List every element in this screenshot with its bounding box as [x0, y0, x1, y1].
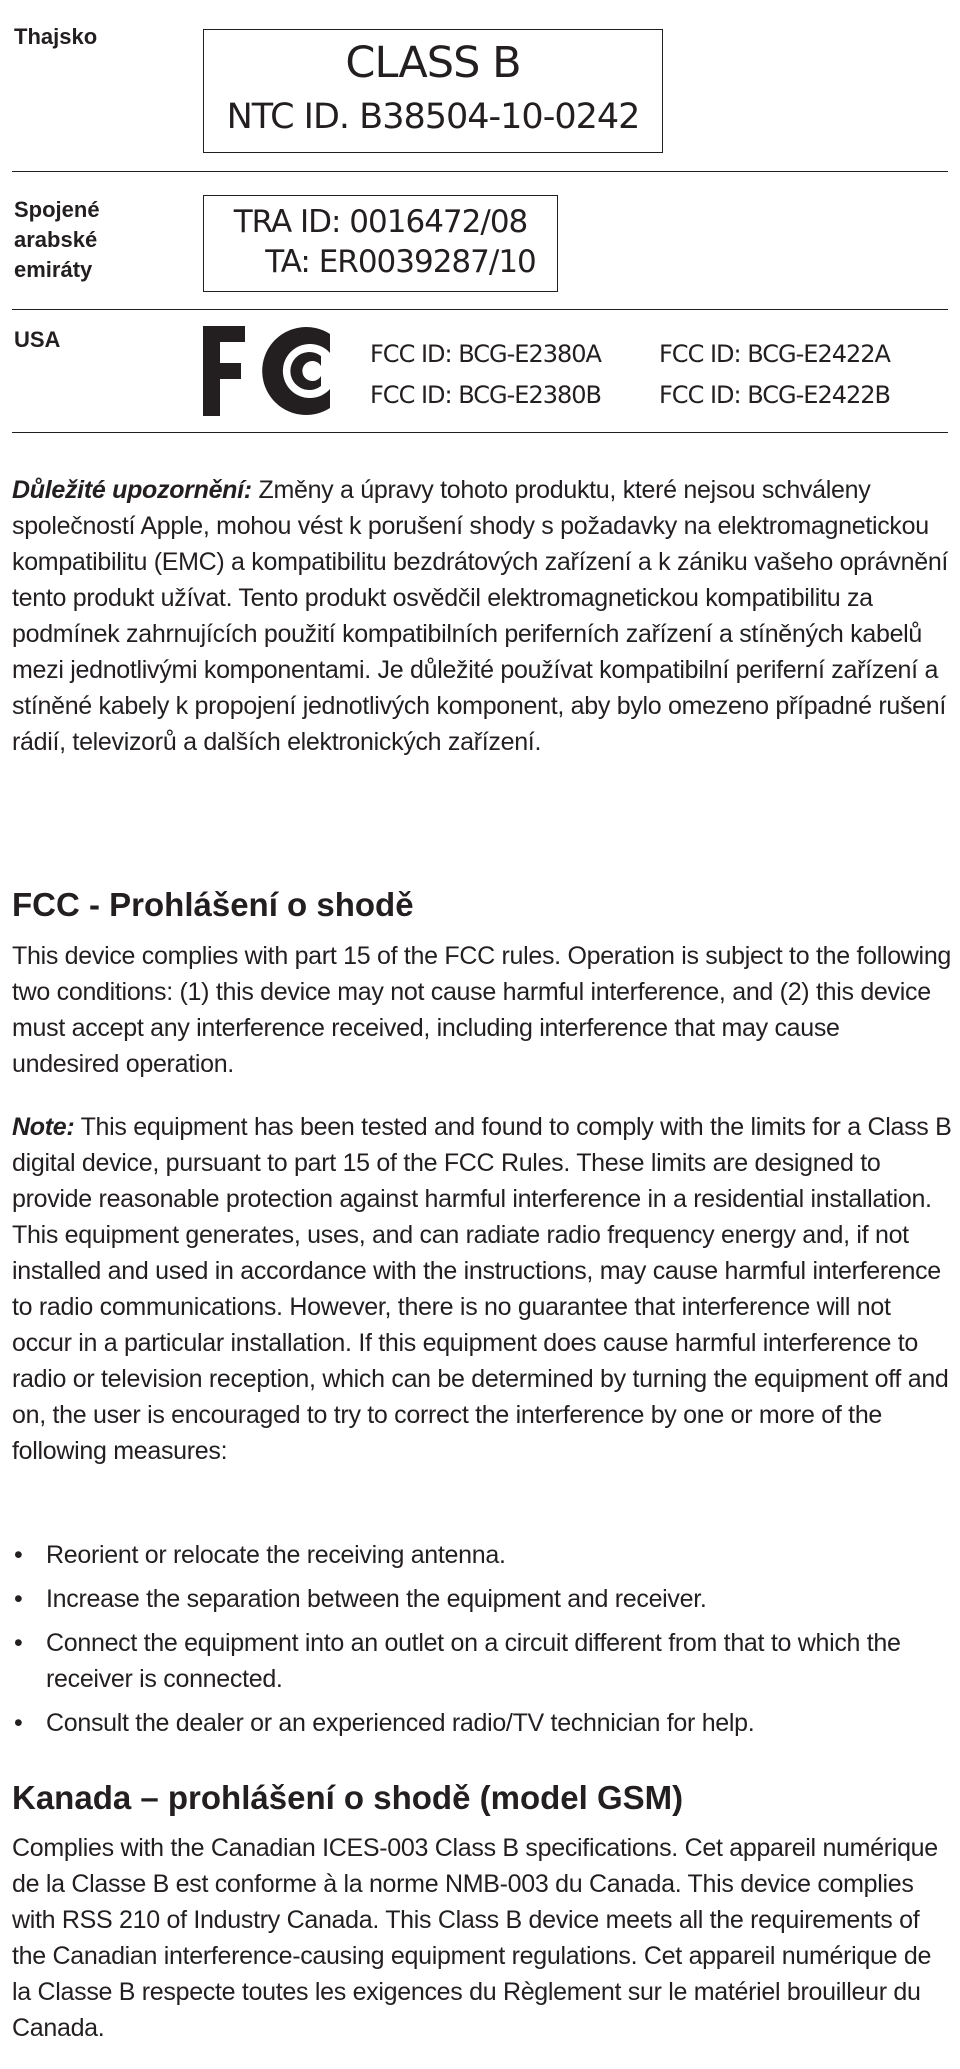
bullet-icon: •: [14, 1709, 23, 1737]
fcc-heading: FCC - Prohlášení o shodě: [12, 886, 414, 923]
divider: [12, 432, 948, 433]
bullet-icon: •: [14, 1541, 23, 1569]
uae-ta-id: TA: ER0039287/10: [265, 244, 536, 280]
canada-paragraph: Complies with the Canadian ICES-003 Class B specifications. Cet appareil numérique de la Classe B est conforme à la norme NMB-003 du Canada. This device complies with RSS 210 of Industry Canada. This Class B device meets all the requirements of the Canadian interference-causing equipment regulations. Cet appareil numérique de la Classe B respecte toutes les exigences du Règlement sur le matériel brouilleur du Canada.: [12, 1834, 938, 2042]
fcc-note: [12, 1109, 952, 1469]
note-text: This equipment has been tested and found to comply with the limits for a Class B digital device, pursuant to part 15 of the FCC Rules. These limits are designed to provide reasonable protection against harmful interference in a residential installation. This equipment generates, uses, and can radiate radio frequency energy and, if not installed and used in accordance with the instructions, may cause harmful interference to radio communications. However, there is no guarantee that interference will not occur in a particular installation. If this equipment does cause harmful interference to radio or television reception, which can be determined by turning the equipment off and on, the user is encouraged to try to correct the interference by one or more of the following measures:: [12, 1113, 952, 1465]
list-item: • Consult the dealer or an experienced radio/TV technician for help.: [12, 1705, 952, 1741]
fcc-id: FCC ID: BCG-E2380B: [370, 381, 601, 409]
list-item: • Reorient or relocate the receiving antenna.: [12, 1537, 952, 1573]
notice-text: Změny a úpravy tohoto produktu, které nejsou schváleny společností Apple, mohou vést k porušení shody s požadavky na elektromagnetickou kompatibilitu (EMC) a kompatibilitu bezdrátových zařízení a k zániku vašeho oprávnění tento produkt užívat. Tento produkt osvědčil elektromagnetickou kompatibilitu za podmínek zahrnujících použití kompatibilních periferních zařízení a stíněných kabelů mezi jednotlivými komponentami. Je důležité používat kompatibilní periferní zařízení a stíněné kabely k propojení jednotlivých komponent, aby bylo omezeno případné rušení rádií, televizorů a dalších elektronických zařízení.: [12, 476, 949, 756]
canada-heading: Kanada – prohlášení o shodě (model GSM): [12, 1779, 684, 1816]
country-uae: [14, 195, 100, 285]
fcc-logo: [203, 326, 331, 416]
fcc-id: FCC ID: BCG-E2422B: [659, 381, 890, 409]
fcc-id: FCC ID: BCG-E2380A: [370, 340, 601, 368]
list-item: • Increase the separation between the equipment and receiver.: [12, 1581, 952, 1617]
divider: [12, 171, 948, 172]
uae-id-box: [203, 195, 558, 292]
thailand-ntc-id: NTC ID. B38504-10-0242: [226, 97, 640, 137]
note-label: Note:: [12, 1113, 75, 1141]
thailand-class-box: [203, 29, 663, 153]
bullet-icon: •: [14, 1629, 23, 1657]
country-uae-line: emiráty: [14, 257, 93, 282]
fcc-paragraph: This device complies with part 15 of the FCC rules. Operation is subject to the following two conditions: (1) this device may not cause harmful interference, and (2) this device must accept any interference received, including interference that may cause undesired operation.: [12, 942, 952, 1078]
country-uae-line: Spojené: [14, 197, 100, 222]
list-item: • Connect the equipment into an outlet on a circuit different from that to which the receiver is connected.: [12, 1625, 952, 1697]
divider: [12, 309, 948, 310]
measures-list: [12, 1537, 952, 1749]
thailand-class-label: CLASS B: [345, 38, 521, 88]
important-notice: [12, 472, 952, 760]
country-usa: USA: [14, 327, 61, 352]
uae-tra-id: TRA ID: 0016472/08: [233, 204, 528, 240]
country-thailand: Thajsko: [14, 24, 98, 49]
fcc-id: FCC ID: BCG-E2422A: [659, 340, 890, 368]
notice-lead: Důležité upozornění:: [12, 476, 252, 504]
bullet-icon: •: [14, 1585, 23, 1613]
country-uae-line: arabské: [14, 227, 98, 252]
